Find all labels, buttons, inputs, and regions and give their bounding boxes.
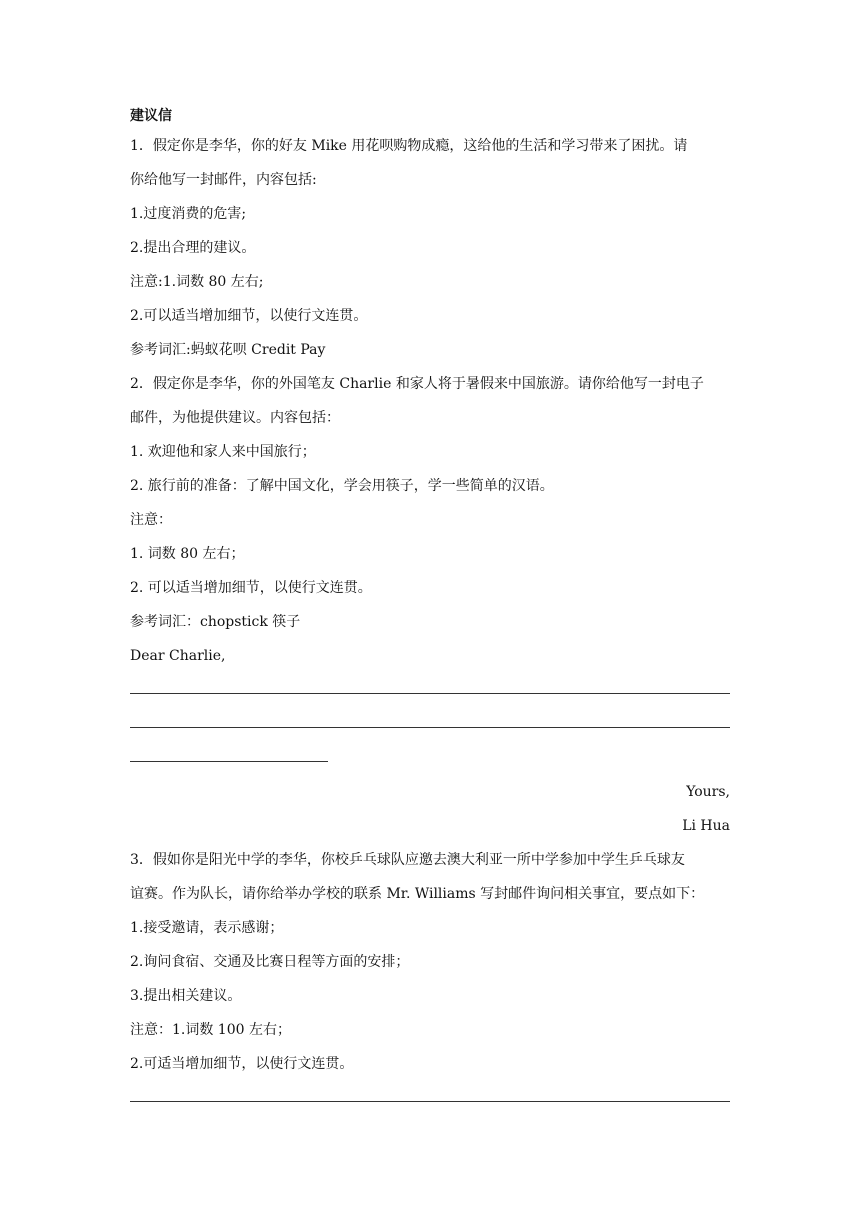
q2-note-heading: 注意： [130, 512, 172, 528]
q1-prompt-line2: 你给他写一封邮件，内容包括: [130, 172, 317, 188]
q3-note-1: 注意：1.词数 100 左右； [130, 1022, 291, 1038]
q2-note-2: 2. 可以适当增加细节，以使行文连贯。 [130, 580, 372, 596]
q1-note-2: 2.可以适当增加细节，以使行文连贯。 [130, 308, 368, 324]
letter-closing: Yours, [686, 784, 730, 800]
q3-note-2: 2.可适当增加细节，以使行文连贯。 [130, 1056, 354, 1072]
q2-point-2: 2. 旅行前的准备：了解中国文化，学会用筷子，学一些简单的汉语。 [130, 478, 554, 494]
answer-line [130, 707, 730, 741]
q3-prompt-line2: 谊赛。作为队长，请你给举办学校的联系 Mr. Williams 写封邮件询问相关事宜，要点如下： [130, 886, 705, 902]
section-title: 建议信 [130, 108, 172, 124]
letter-greeting: Dear Charlie, [130, 648, 226, 664]
q3-prompt-line1: 3．假如你是阳光中学的李华，你校乒乓球队应邀去澳大利亚一所中学参加中学生乒乓球友 [130, 852, 685, 868]
document-page [130, 103, 730, 1115]
q1-vocab: 参考词汇:蚂蚁花呗 Credit Pay [130, 342, 326, 358]
q2-vocab: 参考词汇：chopstick 筷子 [130, 614, 301, 630]
q3-point-2: 2.询问食宿、交通及比赛日程等方面的安排； [130, 954, 410, 970]
q1-note-1: 注意:1.词数 80 左右; [130, 274, 264, 290]
q2-prompt-line1: 2．假定你是李华，你的外国笔友 Charlie 和家人将于暑假来中国旅游。请你给他写一封电子 [130, 376, 704, 392]
q1-point-1: 1.过度消费的危害; [130, 206, 247, 222]
letter-signature: Li Hua [682, 818, 730, 834]
q1-prompt-line1: 1．假定你是李华，你的好友 Mike 用花呗购物成瘾，这给他的生活和学习带来了困扰。请 [130, 138, 688, 154]
q3-point-1: 1.接受邀请，表示感谢； [130, 920, 284, 936]
answer-line-short [130, 741, 730, 775]
answer-line [130, 673, 730, 707]
q2-note-1: 1. 词数 80 左右； [130, 546, 245, 562]
q2-prompt-line2: 邮件，为他提供建议。内容包括： [130, 410, 340, 426]
q2-point-1: 1. 欢迎他和家人来中国旅行； [130, 444, 316, 460]
answer-line [130, 1081, 730, 1115]
q3-point-3: 3.提出相关建议。 [130, 988, 242, 1004]
q1-point-2: 2.提出合理的建议。 [130, 240, 256, 256]
